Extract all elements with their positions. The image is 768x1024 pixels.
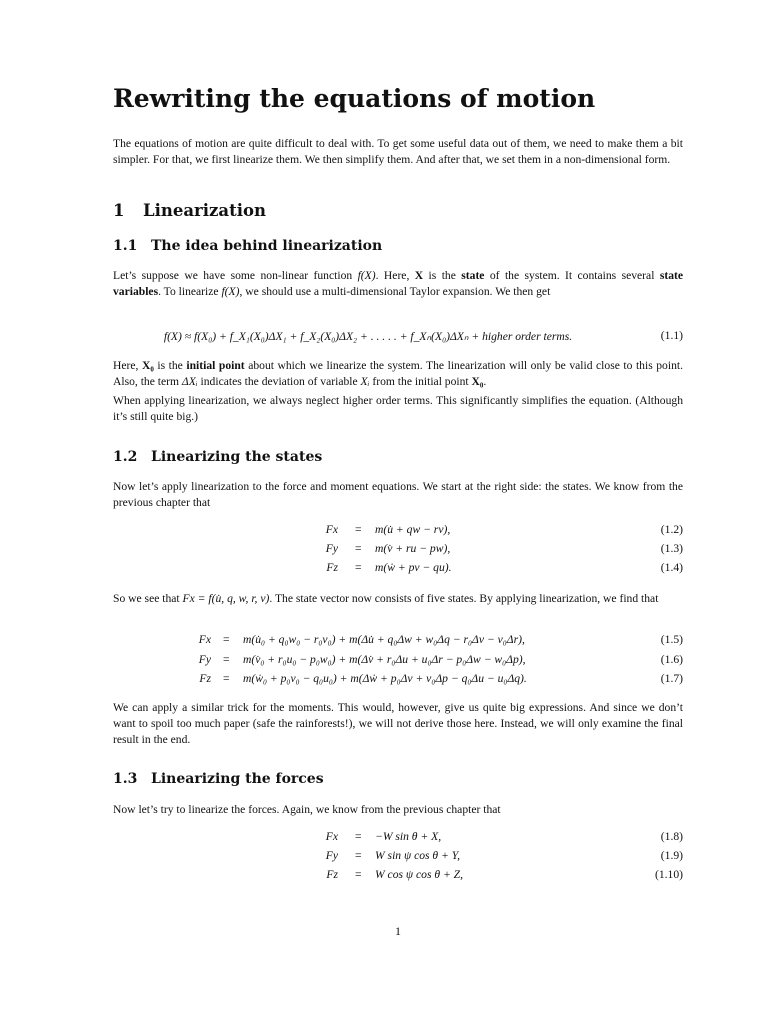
equation-1-9 (113, 849, 683, 865)
equation-lhs: Fy (198, 653, 211, 666)
intro-paragraph: The equations of motion are quite difficult to deal with. To get some useful data out of them, we need to make them a bit simpler. For that, we first linearize them. We then simplify them. And after that, we set them in a non-dimensional form. (113, 137, 683, 167)
equation-operator: = (223, 633, 230, 646)
paragraph-1-2-c: We can apply a similar trick for the moments. This would, however, give us quite big expressions. And since we don’t want to spoil too much paper (safe the rainforests!), we will not derive those here. Instead, we will only examine the final result in the end. (113, 701, 683, 747)
subsection-1-1-heading (113, 238, 382, 254)
paragraph-1-2-a: Now let’s apply linearization to the force and moment equations. We start at the right side: the states. We know from the previous chapter that (113, 480, 683, 510)
subsection-title: Linearizing the forces (151, 771, 324, 787)
subsection-1-3-heading (113, 771, 324, 787)
equation-rhs: m(v̇ + ru − pw), (375, 542, 451, 555)
equation-rhs: m(u̇ + qw − rv), (375, 523, 451, 536)
equation-lhs: Fx (198, 633, 211, 646)
subsection-number: 1.1 (113, 238, 138, 254)
equation-1-1 (113, 329, 683, 345)
equation-tag: (1.1) (660, 329, 683, 342)
equation-1-5 (113, 633, 683, 649)
equation-tag: (1.8) (660, 830, 683, 843)
equation-1-6 (113, 653, 683, 669)
equation-lhs: Fz (326, 561, 338, 574)
equation-operator: = (355, 868, 362, 881)
section-1-heading (113, 201, 266, 220)
equation-operator: = (355, 523, 362, 536)
subsection-number: 1.2 (113, 449, 138, 465)
subsection-title: The idea behind linearization (151, 238, 383, 254)
section-title: Linearization (143, 201, 266, 220)
paragraph-1-2-b: So we see that Fx = f(u̇, q, w, r, v). The state vector now consists of five states. By applying linearization, we find that (113, 592, 659, 605)
equation-lhs: Fx (325, 523, 338, 536)
equation-rhs: m(ẇ + pv − qu). (375, 561, 452, 574)
equation-1-7 (113, 672, 683, 688)
equation-tag: (1.4) (660, 561, 683, 574)
equation-lhs: Fy (325, 542, 338, 555)
paragraph-1-3-a: Now let’s try to linearize the forces. Again, we know from the previous chapter that (113, 803, 501, 816)
equation-1-10 (113, 868, 683, 884)
equation-rhs: W cos ψ cos θ + Z, (375, 868, 464, 881)
equation-1-4 (113, 561, 683, 577)
equation-1-2 (113, 523, 683, 539)
equation-operator: = (223, 653, 230, 666)
page-number: 1 (395, 924, 401, 938)
equation-operator: = (355, 542, 362, 555)
equation-operator: = (355, 830, 362, 843)
equation-rhs: m(u̇₀ + q₀w₀ − r₀v₀) + m(Δu̇ + q₀Δw + w₀Δq − r₀Δv − v₀Δr), (243, 633, 525, 646)
paragraph-1-1-b: Here, X₀ is the initial point about which we linearize the system. The linearization will only be valid close to this point. Also, the term ΔXᵢ indicates the deviation of variable Xᵢ from the initial point X₀. (113, 359, 683, 389)
equation-lhs: Fy (325, 849, 338, 862)
equation-body: f(X) ≈ f(X₀) + f_X₁(X₀)ΔX₁ + f_X₂(X₀)ΔX₂ + . . . . . + f_Xₙ(X₀)ΔXₙ + higher order terms. (163, 330, 573, 343)
equation-tag: (1.6) (660, 653, 683, 666)
equation-1-3 (113, 542, 683, 558)
equation-tag: (1.9) (660, 849, 683, 862)
subsection-number: 1.3 (113, 771, 138, 787)
subsection-title: Linearizing the states (151, 449, 323, 465)
equation-lhs: Fz (326, 868, 338, 881)
equation-tag: (1.3) (660, 542, 683, 555)
equation-rhs: −W sin θ + X, (375, 830, 442, 843)
equation-operator: = (355, 849, 362, 862)
equation-operator: = (223, 672, 230, 685)
equation-rhs: m(v̇₀ + r₀u₀ − p₀w₀) + m(Δv̇ + r₀Δu + u₀Δr − p₀Δw − w₀Δp), (243, 653, 526, 666)
subsection-1-2-heading (113, 449, 322, 465)
equation-tag: (1.7) (660, 672, 683, 685)
section-number: 1 (113, 201, 125, 220)
paragraph-1-1-a: Let’s suppose we have some non-linear function f(X). Here, X is the state of the system. It contains several state variables. To linearize f(X), we should use a multi-dimensional Taylor expansion. We then get (113, 269, 684, 299)
page-title: Rewriting the equations of motion (113, 84, 596, 113)
equation-rhs: W sin ψ cos θ + Y, (375, 849, 461, 862)
equation-rhs: m(ẇ₀ + p₀v₀ − q₀u₀) + m(Δẇ + p₀Δv + v₀Δp − q₀Δu − u₀Δq). (243, 672, 527, 685)
equation-tag: (1.10) (654, 868, 683, 881)
paragraph-1-1-c: When applying linearization, we always neglect higher order terms. This significantly simplifies the equation. (Although it’s still quite big.) (113, 394, 683, 424)
equation-tag: (1.5) (660, 633, 683, 646)
equation-tag: (1.2) (660, 523, 683, 536)
equation-lhs: Fz (199, 672, 211, 685)
equation-operator: = (355, 561, 362, 574)
equation-lhs: Fx (325, 830, 338, 843)
equation-1-8 (113, 830, 683, 846)
